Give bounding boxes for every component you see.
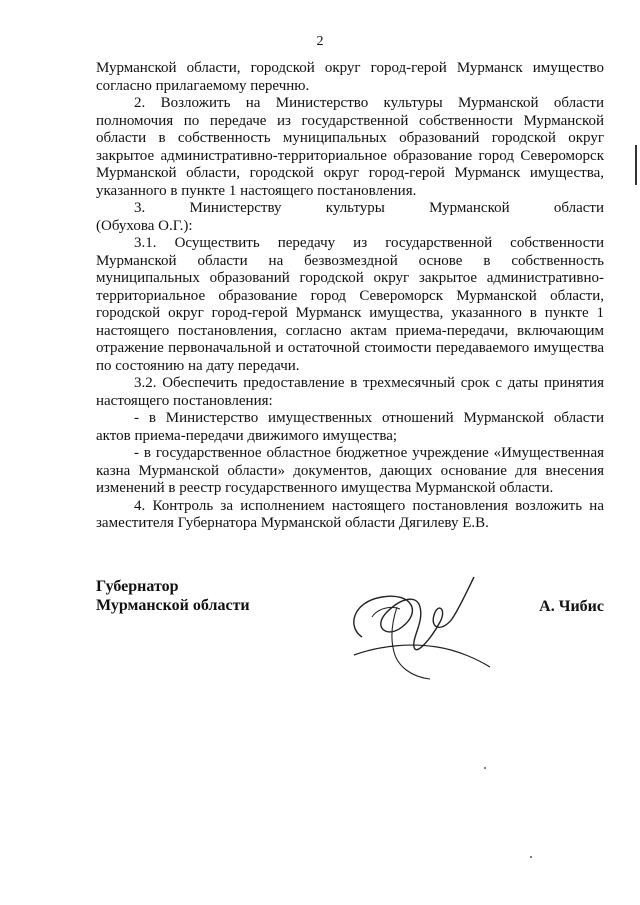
paragraph-item-3-responsible: (Обухова О.Г.): bbox=[96, 217, 193, 234]
signer-name: А. Чибис bbox=[539, 598, 604, 615]
signer-position-line-2: Мурманской области bbox=[96, 597, 250, 614]
paragraph-item-3-2: 3.2. Обеспечить предоставление в трехмесячный срок с даты принятия настоящего постановления: bbox=[96, 375, 604, 409]
page-number: 2 bbox=[316, 34, 324, 49]
document-body bbox=[96, 60, 604, 533]
paragraph-item-3: 3. Министерству культуры Мурманской области bbox=[134, 200, 604, 216]
scan-dust-dot bbox=[484, 767, 486, 769]
paragraph-item-3-1: 3.1. Осуществить передачу из государственной собственности Мурманской области на безвозмездной основе в собственность муниципальных образований городской округ закрытое административно-территориальное образование город Североморск Мурманской области, городской округ город-герой Мурманск имущества, указанного в пункте 1 настоящего постановления, согласно актам приема-передачи, включающим отражение первоначальной и остаточной стоимости передаваемого имущества по состоянию на дату передачи. bbox=[96, 235, 604, 374]
signer-position bbox=[96, 577, 250, 615]
signer-position-line-1: Губернатор bbox=[96, 578, 179, 595]
scan-edge-mark bbox=[635, 145, 637, 185]
handwritten-signature bbox=[342, 567, 492, 687]
paragraph-item-3-2-bullet-1: - в Министерство имущественных отношений Мурманской области актов приема-передачи движимого имущества; bbox=[96, 410, 604, 444]
scan-dust-dot bbox=[530, 856, 532, 858]
paragraph-item-4: 4. Контроль за исполнением настоящего постановления возложить на заместителя Губернатора Мурманской области Дягилеву Е.В. bbox=[96, 497, 604, 531]
signature-block bbox=[96, 577, 604, 697]
paragraph-item-2: 2. Возложить на Министерство культуры Мурманской области полномочия по передаче из государственной собственности Мурманской области в собственность муниципальных образований городской округ закрытое административно-территориальное образование город Североморск Мурманской области, городской округ город-герой Мурманск имущества, указанного в пункте 1 настоящего постановления. bbox=[96, 95, 604, 199]
paragraph-continuation: Мурманской области, городской округ город-герой Мурманск имущество согласно прилагаемому перечню. bbox=[96, 60, 604, 94]
paragraph-item-3-2-bullet-2: - в государственное областное бюджетное учреждение «Имущественная казна Мурманской области» документов, дающих основание для внесения изменений в реестр государственного имущества Мурманской области. bbox=[96, 445, 604, 496]
